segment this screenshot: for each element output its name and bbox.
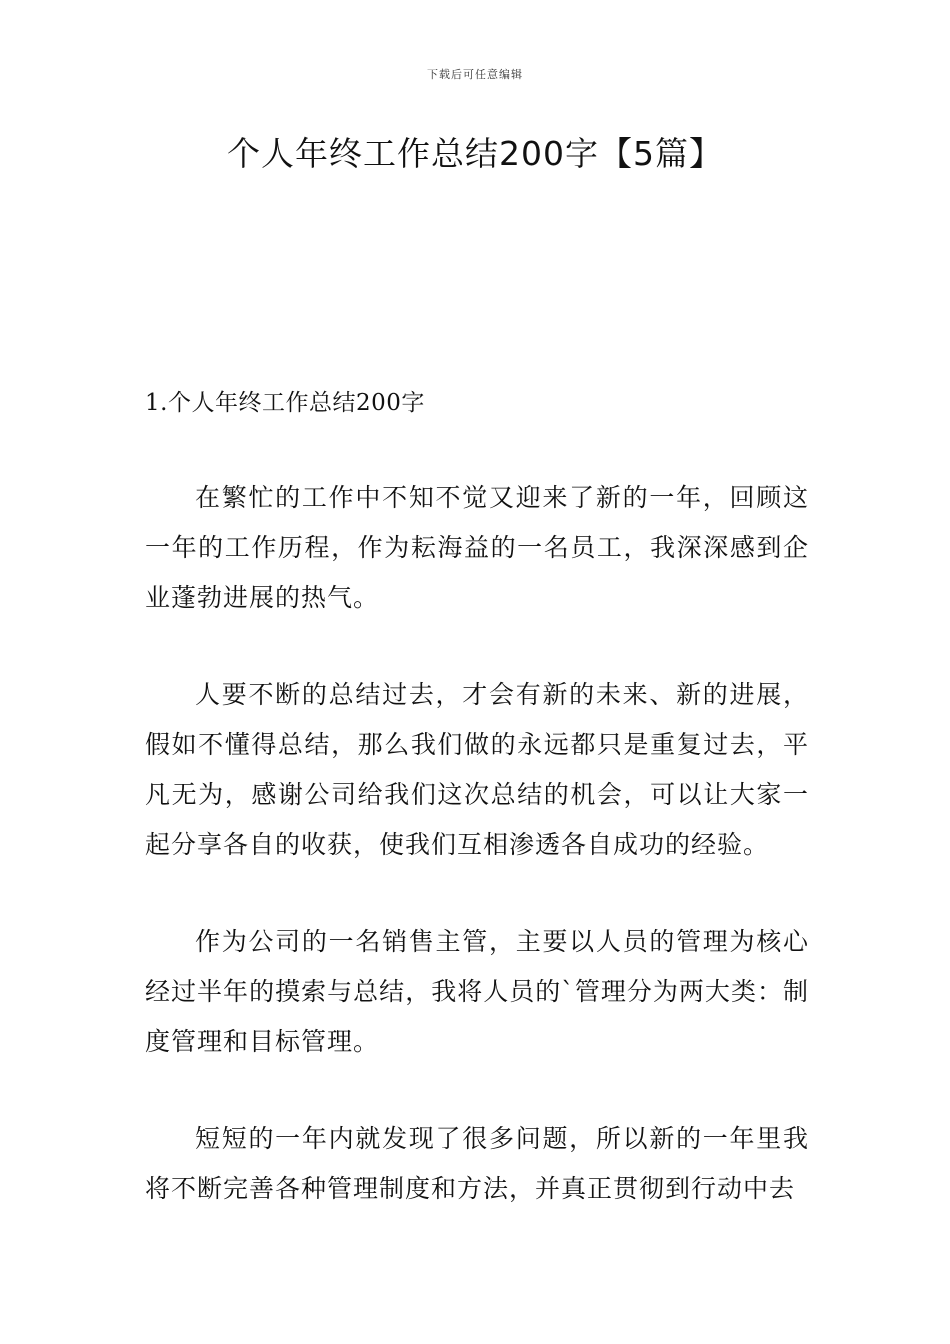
paragraph: 人要不断的总结过去，才会有新的未来、新的进展，假如不懂得总结，那么我们做的永远都只是重复过去，平凡无为，感谢公司给我们这次总结的机会，可以让大家一起分享各自的收获，使我们互相渗透各自成功的经验。 (145, 680, 809, 859)
paragraph: 在繁忙的工作中不知不觉又迎来了新的一年，回顾这一年的工作历程，作为耘海益的一名员工，我深深感到企业蓬勃进展的热气。 (145, 483, 809, 612)
document-title: 个人年终工作总结200字【5篇】 (227, 134, 723, 173)
header-note: 下载后可任意编辑 (427, 68, 523, 81)
document-body (145, 378, 809, 1261)
paragraph: 短短的一年内就发现了很多问题，所以新的一年里我将不断完善各种管理制度和方法，并真正贯彻到行动中去 (145, 1124, 809, 1203)
section-heading: 1.个人年终工作总结200字 (145, 390, 425, 416)
paragraph: 作为公司的一名销售主管，主要以人员的管理为核心经过半年的摸索与总结，我将人员的`管理分为两大类：制度管理和目标管理。 (145, 927, 809, 1056)
